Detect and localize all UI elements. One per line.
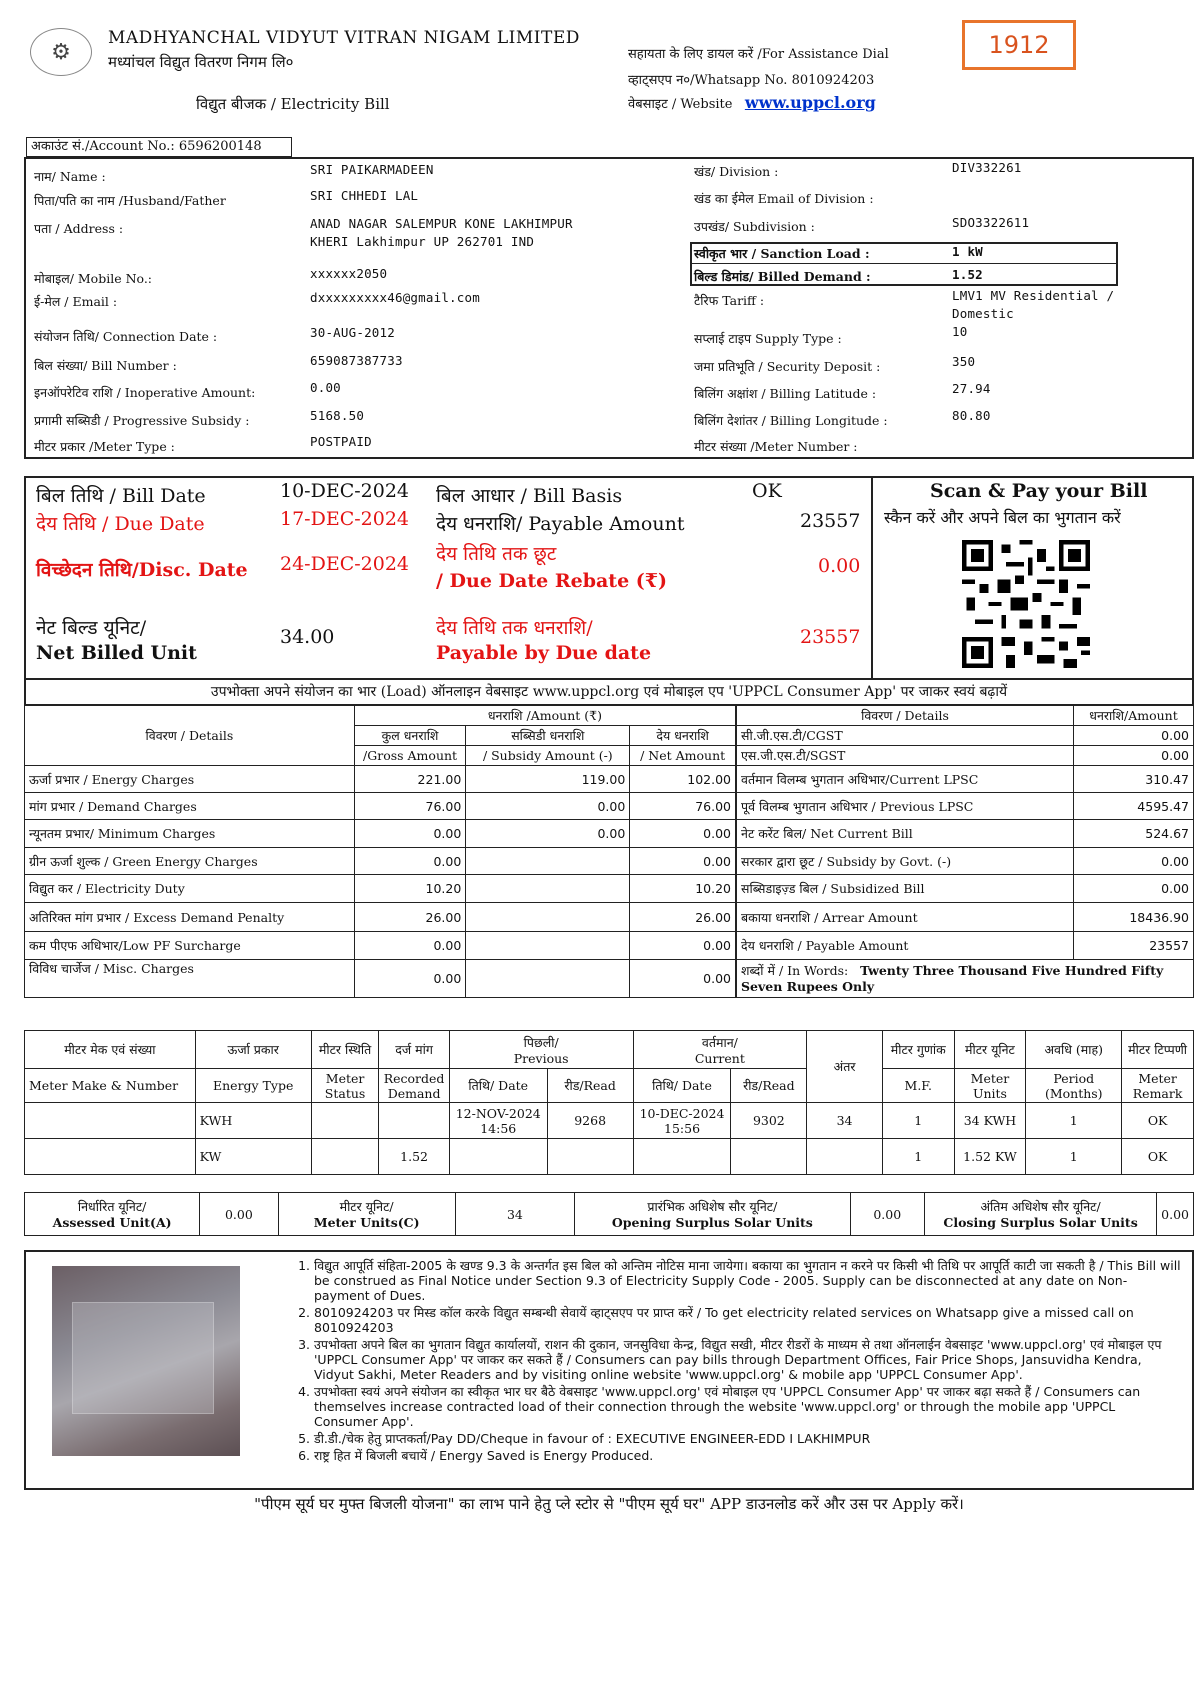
meter-head-status: मीटर स्थिति bbox=[311, 1031, 379, 1069]
meter-cell bbox=[633, 1139, 731, 1175]
due-date-label: देय तिथि / Due Date bbox=[36, 513, 205, 535]
meter-cell: KW bbox=[195, 1139, 311, 1175]
table-row bbox=[737, 932, 1194, 960]
security-deposit-label: जमा प्रतिभूति / Security Deposit : bbox=[694, 359, 881, 374]
whatsapp-line: व्हाट्सएप न०/Whatsapp No. 8010924203 bbox=[628, 73, 875, 88]
summary-label: नेट करेंट बिल/ Net Current Bill bbox=[737, 820, 1074, 848]
division-label: खंड/ Division : bbox=[694, 164, 779, 179]
company-name-en: MADHYANCHAL VIDYUT VITRAN NIGAM LIMITED bbox=[108, 28, 580, 48]
charge-gross: 10.20 bbox=[354, 875, 465, 903]
charge-subsidy: 0.00 bbox=[466, 820, 630, 848]
note-item: 3. उपभोक्ता अपने बिल का भुगतान विद्युत कार्यालयों, राशन की दुकान, जनसुविधा केन्द्र, विद्युत सखी, मीटर रीडरों के माध्यम से तथा ऑनलाईन वेबसाइट 'www.uppcl.org' एवं मोबाइल एप 'UPPCL Consumer App' पर जाकर कर सकते हैं / Consumers can pay bills through Department Offices, Fair Price Shops, Jansuvidha Kendra, Vidyut Sakhi, Meter Readers and by visiting online website 'www.uppcl.org' & mobile app 'UPPCL Consumer App'. bbox=[314, 1337, 1182, 1382]
table-row bbox=[25, 875, 736, 903]
meter-head-make-en: Meter Make & Number bbox=[25, 1069, 196, 1103]
subdivision-value: SDO3322611 bbox=[952, 215, 1030, 230]
website-line bbox=[628, 93, 876, 112]
summary-divider bbox=[871, 476, 873, 680]
qr-code[interactable] bbox=[962, 540, 1090, 668]
prev-read-head: रीड/Read bbox=[547, 1069, 633, 1103]
name-value: SRI PAIKARMADEEN bbox=[310, 162, 434, 177]
meter-cell: OK bbox=[1122, 1139, 1194, 1175]
connection-date-value: 30-AUG-2012 bbox=[310, 325, 395, 340]
billed-demand-label: बिल्ड डिमांड/ Billed Demand : bbox=[694, 269, 871, 284]
notes-list bbox=[300, 1258, 1182, 1465]
meter-head-energy-en: Energy Type bbox=[195, 1069, 311, 1103]
charge-net: 0.00 bbox=[630, 932, 736, 960]
helpline-badge: 1912 bbox=[962, 20, 1076, 70]
summary-amount: 524.67 bbox=[1074, 820, 1194, 848]
net-head-en: / Net Amount bbox=[630, 746, 736, 766]
meter-head-units-en: Meter Units bbox=[954, 1069, 1026, 1103]
meter-cell: 1 bbox=[882, 1103, 954, 1139]
charge-gross: 0.00 bbox=[354, 820, 465, 848]
note-item: 5. डी.डी./चेक हेतु प्राप्तकर्ता/Pay DD/Cheque in favour of : EXECUTIVE ENGINEER-EDD I LAKHIMPUR bbox=[314, 1431, 1182, 1446]
charge-net: 0.00 bbox=[630, 960, 736, 998]
meter-type-label: मीटर प्रकार /Meter Type : bbox=[34, 439, 175, 454]
meter-head-demand: दर्ज मांग bbox=[379, 1031, 449, 1069]
bill-title: विद्युत बीजक / Electricity Bill bbox=[196, 95, 390, 113]
charge-gross: 0.00 bbox=[354, 932, 465, 960]
rebate-value: 0.00 bbox=[818, 555, 861, 577]
meter-cell: 1.52 bbox=[379, 1139, 449, 1175]
bill-date-label: बिल तिथि / Bill Date bbox=[36, 485, 206, 507]
charge-label: विद्युत कर / Electricity Duty bbox=[25, 875, 355, 903]
summary-label: सी.जी.एस.टी/CGST bbox=[737, 726, 1074, 746]
charge-label: न्यूनतम प्रभार/ Minimum Charges bbox=[25, 820, 355, 848]
father-value: SRI CHHEDI LAL bbox=[310, 188, 419, 203]
note-item: 6. राष्ट्र हित में बिजली बचायें / Energy Saved is Energy Produced. bbox=[314, 1448, 1182, 1463]
opening-solar-label: प्रारंभिक अधिशेष सौर यूनिट/ Opening Surplus Solar Units bbox=[575, 1193, 851, 1236]
summary-amount: 310.47 bbox=[1074, 766, 1194, 793]
charge-net: 102.00 bbox=[630, 766, 736, 793]
meter-cell: 12-NOV-2024 14:56 bbox=[449, 1103, 547, 1139]
supply-type-label: सप्लाई टाइप Supply Type : bbox=[694, 331, 842, 346]
charge-subsidy bbox=[466, 932, 630, 960]
meter-units-value: 34 bbox=[455, 1193, 574, 1236]
sanction-load-value: 1 kW bbox=[952, 244, 983, 259]
in-words-value: Twenty Three Thousand Five Hundred Fifty Seven Rupees Only bbox=[741, 962, 1164, 994]
charges-amount-head: धनराशि /Amount (₹) bbox=[354, 706, 735, 726]
rebate-label-en: / Due Date Rebate (₹) bbox=[436, 570, 667, 592]
subsidy-value: 5168.50 bbox=[310, 408, 365, 423]
charges-table bbox=[24, 705, 736, 998]
tariff-value-2: Domestic bbox=[952, 306, 1014, 321]
tariff-value-1: LMV1 MV Residential / bbox=[952, 288, 1115, 303]
summary-amount: 23557 bbox=[1074, 932, 1194, 960]
table-row bbox=[25, 1103, 1194, 1139]
website-label: वेबसाइट / Website bbox=[628, 97, 733, 112]
summary-label: सरकार द्वारा छूट / Subsidy by Govt. (-) bbox=[737, 848, 1074, 875]
meter-cell: 9268 bbox=[547, 1103, 633, 1139]
meter-head-units: मीटर यूनिट bbox=[954, 1031, 1026, 1069]
curr-read-head: रीड/Read bbox=[731, 1069, 807, 1103]
meter-cell: 10-DEC-2024 15:56 bbox=[633, 1103, 731, 1139]
meter-cell bbox=[311, 1139, 379, 1175]
meter-cell bbox=[25, 1139, 196, 1175]
right-amount-head: धनराशि/Amount bbox=[1074, 706, 1194, 726]
table-row bbox=[737, 726, 1194, 746]
meter-head-remark: मीटर टिप्पणी bbox=[1122, 1031, 1194, 1069]
address-label: पता / Address : bbox=[34, 221, 124, 236]
meter-head-mf: मीटर गुणांक bbox=[882, 1031, 954, 1069]
units-table bbox=[24, 1192, 1194, 1236]
subsidy-head-en: / Subsidy Amount (-) bbox=[466, 746, 630, 766]
meter-cell: 1 bbox=[1026, 1103, 1122, 1139]
charge-subsidy bbox=[466, 875, 630, 903]
bill-number-label: बिल संख्या/ Bill Number : bbox=[34, 358, 177, 373]
company-name-hi: मध्यांचल विद्युत वितरण निगम लि० bbox=[108, 53, 294, 71]
gross-head: कुल धनराशि bbox=[354, 726, 465, 746]
charge-net: 26.00 bbox=[630, 903, 736, 932]
table-row bbox=[25, 960, 736, 998]
by-due-label-hi: देय तिथि तक धनराशि/ bbox=[436, 617, 593, 639]
bill-summary-table bbox=[736, 705, 1194, 998]
due-date-value: 17-DEC-2024 bbox=[280, 508, 410, 530]
meter-head-previous: पिछली/ Previous bbox=[449, 1031, 633, 1069]
charge-label: ऊर्जा प्रभार / Energy Charges bbox=[25, 766, 355, 793]
meter-cell: 1.52 KW bbox=[954, 1139, 1026, 1175]
mobile-value: xxxxxx2050 bbox=[310, 266, 388, 281]
load-demand-divider bbox=[690, 263, 1118, 264]
summary-label: देय धनराशि / Payable Amount bbox=[737, 932, 1074, 960]
curr-date-head: तिथि/ Date bbox=[633, 1069, 731, 1103]
meter-cell bbox=[311, 1103, 379, 1139]
table-row bbox=[25, 1139, 1194, 1175]
note-item: 4. उपभोक्ता स्वयं अपने संयोजन का स्वीकृत भार घर बैठे वेबसाइट 'www.uppcl.org' एवं मोबाइल एप 'UPPCL Consumer App' पर जाकर बढ़ा सकते हैं / Consumers can themselves increase contracted load of their connection through the website 'www.uppcl.org' or through the mobile app 'UPPCL Consumer App'. bbox=[314, 1384, 1182, 1429]
table-row bbox=[25, 793, 736, 820]
charge-subsidy: 0.00 bbox=[466, 793, 630, 820]
latitude-value: 27.94 bbox=[952, 381, 991, 396]
website-link[interactable]: www.uppcl.org bbox=[744, 93, 876, 112]
summary-amount: 0.00 bbox=[1074, 848, 1194, 875]
tariff-label: टैरिफ Tariff : bbox=[694, 293, 765, 308]
table-row bbox=[737, 793, 1194, 820]
scan-subtitle: स्कैन करें और अपने बिल का भुगतान करें bbox=[884, 508, 1121, 527]
summary-amount: 4595.47 bbox=[1074, 793, 1194, 820]
email-label: ई-मेल / Email : bbox=[34, 294, 118, 309]
table-row bbox=[737, 746, 1194, 766]
charge-gross: 221.00 bbox=[354, 766, 465, 793]
latitude-label: बिलिंग अक्षांश / Billing Latitude : bbox=[694, 386, 877, 401]
address-value-1: ANAD NAGAR SALEMPUR KONE LAKHIMPUR bbox=[310, 216, 573, 231]
meter-head-mf-en: M.F. bbox=[882, 1069, 954, 1103]
rebate-label-hi: देय तिथि तक छूट bbox=[436, 543, 557, 565]
charge-label: कम पीएफ अधिभार/Low PF Surcharge bbox=[25, 932, 355, 960]
table-row bbox=[737, 820, 1194, 848]
mobile-label: मोबाइल/ Mobile No.: bbox=[34, 271, 153, 286]
meter-cell: 34 KWH bbox=[954, 1103, 1026, 1139]
table-row bbox=[737, 875, 1194, 903]
meter-number-label: मीटर संख्या /Meter Number : bbox=[694, 439, 858, 454]
charge-gross: 0.00 bbox=[354, 848, 465, 875]
assist-line: सहायता के लिए डायल करें /For Assistance Dial bbox=[628, 47, 889, 62]
meter-cell: 34 bbox=[807, 1103, 883, 1139]
opening-solar-value: 0.00 bbox=[850, 1193, 924, 1236]
net-unit-label-hi: नेट बिल्ड यूनिट/ bbox=[36, 617, 147, 639]
summary-amount: 0.00 bbox=[1074, 746, 1194, 766]
meter-head-current: वर्तमान/ Current bbox=[633, 1031, 807, 1069]
charge-gross: 76.00 bbox=[354, 793, 465, 820]
summary-label: पूर्व विलम्ब भुगतान अधिभार / Previous LPSC bbox=[737, 793, 1074, 820]
meter-table bbox=[24, 1030, 1194, 1175]
charge-subsidy: 119.00 bbox=[466, 766, 630, 793]
meter-cell bbox=[449, 1139, 547, 1175]
disc-date-value: 24-DEC-2024 bbox=[280, 553, 410, 575]
right-details-head: विवरण / Details bbox=[737, 706, 1074, 726]
email-value: dxxxxxxxxx46@gmail.com bbox=[310, 290, 480, 305]
subsidy-label: प्रगामी सब्सिडी / Progressive Subsidy : bbox=[34, 413, 250, 428]
charge-label: मांग प्रभार / Demand Charges bbox=[25, 793, 355, 820]
prev-date-head: तिथि/ Date bbox=[449, 1069, 547, 1103]
charge-gross: 0.00 bbox=[354, 960, 465, 998]
previous-en: Previous bbox=[513, 1050, 569, 1066]
charge-subsidy bbox=[466, 903, 630, 932]
sanction-load-label: स्वीकृत भार / Sanction Load : bbox=[694, 246, 870, 261]
meter-head-diff: अंतर bbox=[807, 1031, 883, 1103]
company-logo: ⚙ bbox=[30, 28, 92, 76]
amount-in-words bbox=[737, 960, 1194, 998]
note-item: 1. विद्युत आपूर्ति संहिता-2005 के खण्ड 9.3 के अन्तर्गत इस बिल को अन्तिम नोटिस माना जायेगा। बकाया का भुगतान न करने पर किसी भी तिथि पर आपूर्ति काटी जा सकती है / This Bill will be construed as Final Notice under Section 9.3 of Electricity Supply Code - 2005. Supply can be disconnected at any date on Non-payment of Dues. bbox=[314, 1258, 1182, 1303]
name-label: नाम/ Name : bbox=[34, 169, 106, 184]
meter-head-remark-en: Meter Remark bbox=[1122, 1069, 1194, 1103]
charge-subsidy bbox=[466, 960, 630, 998]
subdivision-label: उपखंड/ Subdivision : bbox=[694, 219, 815, 234]
summary-label: बकाया धनराशि / Arrear Amount bbox=[737, 903, 1074, 932]
connection-date-label: संयोजन तिथि/ Connection Date : bbox=[34, 329, 218, 344]
longitude-value: 80.80 bbox=[952, 408, 991, 423]
table-row bbox=[25, 932, 736, 960]
meter-cell bbox=[25, 1103, 196, 1139]
meter-cell bbox=[807, 1139, 883, 1175]
meter-head-energy: ऊर्जा प्रकार bbox=[195, 1031, 311, 1069]
current-en: Current bbox=[694, 1050, 745, 1066]
scan-title: Scan & Pay your Bill bbox=[930, 480, 1148, 502]
table-row bbox=[25, 820, 736, 848]
table-row bbox=[737, 903, 1194, 932]
table-row bbox=[25, 766, 736, 793]
charge-label: विविध चार्जेज / Misc. Charges bbox=[25, 960, 355, 998]
summary-label: वर्तमान विलम्ब भुगतान अधिभार/Current LPSC bbox=[737, 766, 1074, 793]
summary-amount: 18436.90 bbox=[1074, 903, 1194, 932]
account-number: अकाउंट सं./Account No.: 6596200148 bbox=[26, 137, 292, 157]
gross-head-en: /Gross Amount bbox=[354, 746, 465, 766]
table-row bbox=[25, 848, 736, 875]
meter-cell: 1 bbox=[882, 1139, 954, 1175]
table-row bbox=[737, 848, 1194, 875]
charge-net: 10.20 bbox=[630, 875, 736, 903]
by-due-label-en: Payable by Due date bbox=[436, 642, 652, 664]
summary-label: सब्सिडाइज़्ड बिल / Subsidized Bill bbox=[737, 875, 1074, 903]
summary-amount: 0.00 bbox=[1074, 875, 1194, 903]
payable-label: देय धनराशि/ Payable Amount bbox=[436, 513, 685, 535]
meter-head-demand-en: Recorded Demand bbox=[379, 1069, 449, 1103]
by-due-value: 23557 bbox=[800, 626, 861, 648]
meter-cell: KWH bbox=[195, 1103, 311, 1139]
charges-details-head: विवरण / Details bbox=[25, 706, 355, 766]
inoperative-label: इनऑपरेटिव राशि / Inoperative Amount: bbox=[34, 385, 256, 400]
assessed-label: निर्धारित यूनिट/ Assessed Unit(A) bbox=[25, 1193, 200, 1236]
in-words-label: शब्दों में / In Words: bbox=[741, 962, 849, 978]
billed-demand-value: 1.52 bbox=[952, 267, 983, 282]
charge-label: ग्रीन ऊर्जा शुल्क / Green Energy Charges bbox=[25, 848, 355, 875]
inoperative-value: 0.00 bbox=[310, 380, 341, 395]
summary-label: एस.जी.एस.टी/SGST bbox=[737, 746, 1074, 766]
meter-cell: 9302 bbox=[731, 1103, 807, 1139]
meter-type-value: POSTPAID bbox=[310, 434, 372, 449]
charge-label: अतिरिक्त मांग प्रभार / Excess Demand Penalty bbox=[25, 903, 355, 932]
closing-solar-label: अंतिम अधिशेष सौर यूनिट/ Closing Surplus Solar Units bbox=[924, 1193, 1156, 1236]
meter-head-make: मीटर मेक एवं संख्या bbox=[25, 1031, 196, 1069]
table-row bbox=[25, 903, 736, 932]
load-increase-note: उपभोक्ता अपने संयोजन का भार (Load) ऑनलाइन वेबसाइट www.uppcl.org एवं मोबाइल एप 'UPPCL Consumer App' पर जाकर स्वयं बढ़ायें bbox=[24, 680, 1194, 706]
longitude-label: बिलिंग देशांतर / Billing Longitude : bbox=[694, 413, 888, 428]
charge-net: 0.00 bbox=[630, 820, 736, 848]
table-row bbox=[737, 766, 1194, 793]
bill-basis-label: बिल आधार / Bill Basis bbox=[436, 485, 623, 507]
charge-gross: 26.00 bbox=[354, 903, 465, 932]
charge-subsidy bbox=[466, 848, 630, 875]
charge-net: 76.00 bbox=[630, 793, 736, 820]
assessed-value: 0.00 bbox=[200, 1193, 278, 1236]
meter-head-period-en: Period (Months) bbox=[1026, 1069, 1122, 1103]
meter-cell bbox=[379, 1103, 449, 1139]
disc-date-label: विच्छेदन तिथि/Disc. Date bbox=[36, 559, 248, 581]
bill-date-value: 10-DEC-2024 bbox=[280, 480, 410, 502]
address-value-2: KHERI Lakhimpur UP 262701 IND bbox=[310, 234, 535, 249]
bill-number-value: 659087387733 bbox=[310, 353, 403, 368]
meter-head-period: अवधि (माह) bbox=[1026, 1031, 1122, 1069]
bill-basis-value: OK bbox=[752, 480, 782, 502]
subsidy-head: सब्सिडी धनराशि bbox=[466, 726, 630, 746]
charge-net: 0.00 bbox=[630, 848, 736, 875]
meter-cell bbox=[547, 1139, 633, 1175]
division-value: DIV332261 bbox=[952, 160, 1022, 175]
supply-type-value: 10 bbox=[952, 324, 968, 339]
meter-cell: OK bbox=[1122, 1103, 1194, 1139]
pm-surya-ghar-note: "पीएम सूर्य घर मुफ्त बिजली योजना" का लाभ पाने हेतु प्ले स्टोर से "पीएम सूर्य घर" APP डाउनलोड करें और उस पर Apply करें। bbox=[254, 1495, 964, 1513]
division-email-label: खंड का ईमेल Email of Division : bbox=[694, 191, 874, 206]
summary-amount: 0.00 bbox=[1074, 726, 1194, 746]
meter-head-status-en: Meter Status bbox=[311, 1069, 379, 1103]
meter-units-label: मीटर यूनिट/ Meter Units(C) bbox=[278, 1193, 455, 1236]
note-item: 2. 8010924203 पर मिस्ड कॉल करके विद्युत सम्बन्धी सेवायें व्हाट्सएप पर प्राप्त करें / To get electricity related services on Whatsapp give a missed call on 8010924203 bbox=[314, 1305, 1182, 1335]
meter-photo-display bbox=[72, 1302, 214, 1414]
meter-cell: 1 bbox=[1026, 1139, 1122, 1175]
net-unit-value: 34.00 bbox=[280, 626, 335, 648]
net-head: देय धनराशि bbox=[630, 726, 736, 746]
meter-cell bbox=[731, 1139, 807, 1175]
security-deposit-value: 350 bbox=[952, 354, 976, 369]
closing-solar-value: 0.00 bbox=[1157, 1193, 1194, 1236]
net-unit-label-en: Net Billed Unit bbox=[36, 642, 197, 664]
father-label: पिता/पति का नाम /Husband/Father bbox=[34, 193, 226, 208]
payable-value: 23557 bbox=[800, 510, 861, 532]
